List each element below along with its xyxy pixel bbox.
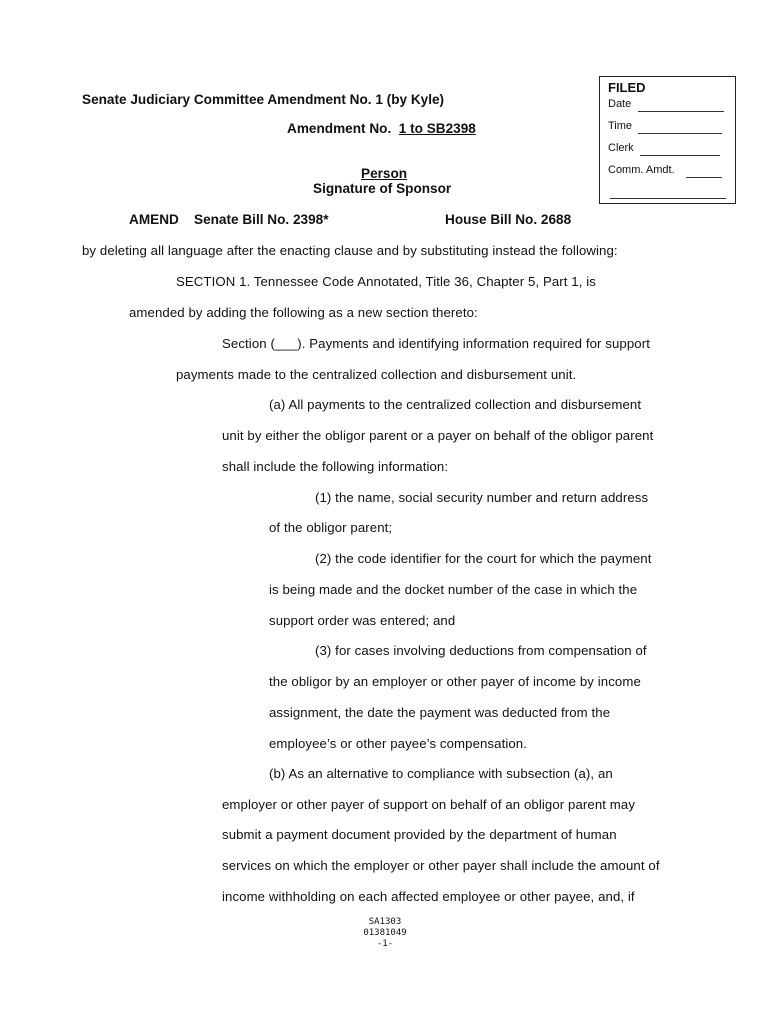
house-bill-number: House Bill No. 2688 <box>445 212 572 227</box>
amendment-prefix: Amendment No. <box>287 121 392 136</box>
footer-code-1: SA1303 <box>368 917 402 927</box>
time-signature-line <box>638 133 722 134</box>
filed-clerk-label: Clerk <box>608 142 634 154</box>
page-number: -1- <box>376 939 394 949</box>
body-line: assignment, the date the payment was deducted from the <box>269 705 611 720</box>
amend-word: AMEND <box>129 212 179 227</box>
body-line: income withholding on each affected employee or other payee, and, if <box>222 889 635 904</box>
body-line: shall include the following information: <box>222 459 449 474</box>
clerk-signature-line <box>640 155 720 156</box>
amendment-number: 1 to SB2398 <box>398 121 476 136</box>
body-line: services on which the employer or other payer shall include the amount of <box>222 858 660 873</box>
amendment-number-line <box>287 121 476 136</box>
body-line: employer or other payer of support on behalf of an obligor parent may <box>222 797 636 812</box>
extra-signature-line <box>610 198 726 199</box>
body-line: payments made to the centralized collection and disbursement unit. <box>176 367 577 382</box>
body-line: employee’s or other payee’s compensation. <box>269 736 527 751</box>
body-line: (2) the code identifier for the court for which the payment <box>315 551 652 566</box>
body-line: (b) As an alternative to compliance with subsection (a), an <box>269 766 613 781</box>
body-line: support order was entered; and <box>269 613 456 628</box>
filed-time-label: Time <box>608 120 633 132</box>
sponsor-signature-caption: Signature of Sponsor <box>313 181 452 196</box>
comm-amdt-signature-line <box>686 177 722 178</box>
body-line: is being made and the docket number of the case in which the <box>269 582 638 597</box>
body-line: (a) All payments to the centralized collection and disbursement <box>269 397 642 412</box>
committee-amendment-title: Senate Judiciary Committee Amendment No. 1 (by Kyle) <box>82 92 445 107</box>
footer-code-2: 01381049 <box>363 928 407 938</box>
body-line: the obligor by an employer or other payer of income by income <box>269 674 641 689</box>
body-line: submit a payment document provided by the department of human <box>222 827 617 842</box>
filed-date-label: Date <box>608 98 632 110</box>
body-line: by deleting all language after the enacting clause and by substituting instead the following: <box>82 243 618 258</box>
filed-stamp-box <box>599 76 736 204</box>
body-line: of the obligor parent; <box>269 520 393 535</box>
filed-title: FILED <box>608 80 646 95</box>
body-line: Section (___). Payments and identifying information required for support <box>222 336 650 351</box>
body-line: (1) the name, social security number and return address <box>315 490 649 505</box>
senate-bill-number: Senate Bill No. 2398* <box>194 212 329 227</box>
body-line: unit by either the obligor parent or a payer on behalf of the obligor parent <box>222 428 654 443</box>
sponsor-name: Person <box>361 166 408 181</box>
section-heading-line: SECTION 1. Tennessee Code Annotated, Title 36, Chapter 5, Part 1, is <box>176 274 596 289</box>
body-line: amended by adding the following as a new section thereto: <box>129 305 478 320</box>
filed-comm-amdt-label: Comm. Amdt. <box>608 164 675 176</box>
date-signature-line <box>638 111 724 112</box>
body-line: (3) for cases involving deductions from compensation of <box>315 643 647 658</box>
